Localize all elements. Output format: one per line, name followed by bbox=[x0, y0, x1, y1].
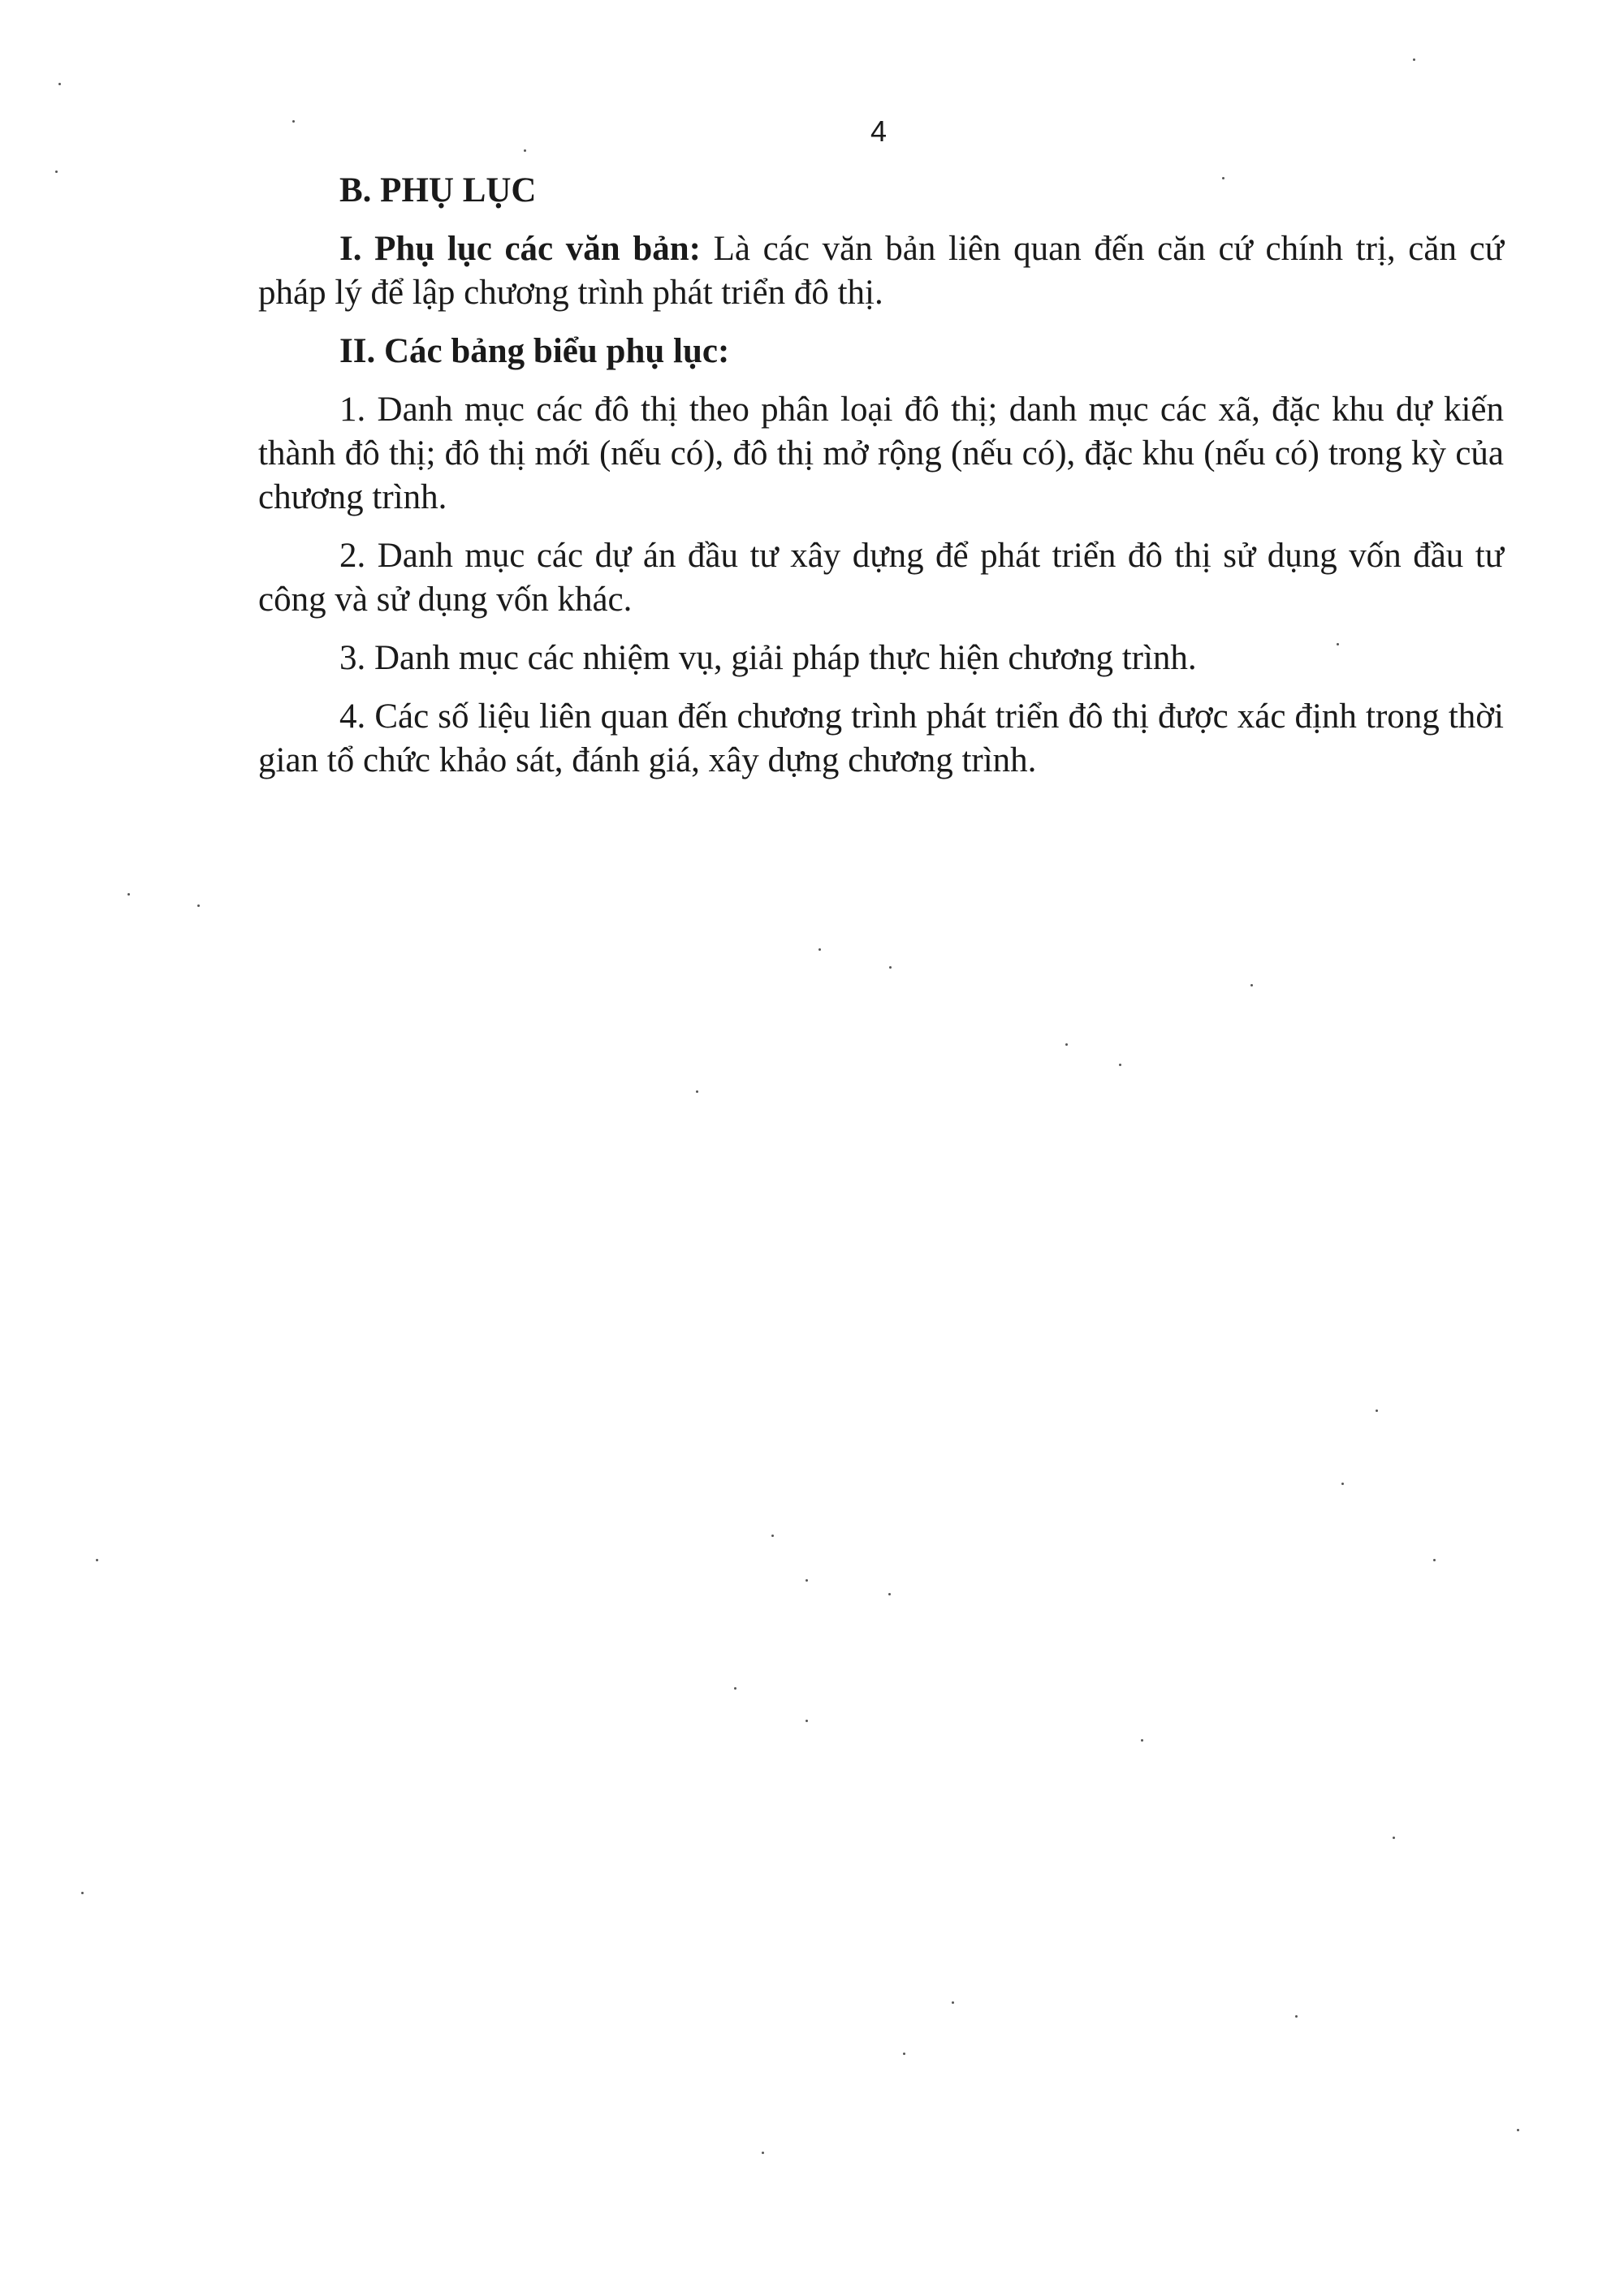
documents-appendix-label: I. Phụ lục các văn bản: bbox=[339, 230, 702, 268]
scan-speck bbox=[818, 948, 821, 951]
page-number: 4 bbox=[870, 114, 888, 148]
scan-speck bbox=[127, 893, 130, 896]
appendix-item-3: 3. Danh mục các nhiệm vụ, giải pháp thực hiện chương trình. bbox=[339, 639, 1197, 677]
scan-speck bbox=[1413, 58, 1415, 61]
scan-speck bbox=[1341, 1483, 1344, 1485]
scan-speck bbox=[1517, 2129, 1519, 2131]
scan-speck bbox=[58, 83, 61, 85]
scan-speck bbox=[696, 1090, 698, 1093]
scan-speck bbox=[1337, 643, 1339, 645]
scan-speck bbox=[1376, 1409, 1378, 1412]
scan-speck bbox=[1065, 1043, 1068, 1046]
scan-speck bbox=[806, 1720, 808, 1722]
scan-speck bbox=[771, 1535, 774, 1537]
scan-speck bbox=[96, 1559, 98, 1561]
scan-speck bbox=[889, 966, 892, 969]
scan-speck bbox=[888, 1593, 891, 1595]
scan-speck bbox=[1433, 1559, 1436, 1561]
scan-speck bbox=[1393, 1837, 1395, 1839]
document-body bbox=[258, 169, 1504, 797]
scan-speck bbox=[762, 2152, 764, 2154]
scan-speck bbox=[806, 1579, 808, 1582]
scan-speck bbox=[1295, 2015, 1298, 2018]
appendix-heading: B. PHỤ LỤC bbox=[339, 171, 537, 209]
scan-speck bbox=[524, 149, 526, 152]
appendix-item-2: 2. Danh mục các dự án đầu tư xây dựng để phát triển đô thị sử dụng vốn đầu tư công và sử dụng vốn khác. bbox=[258, 537, 1504, 619]
documents-appendix-text: Là các văn bản liên quan đến căn cứ chính trị, căn cứ pháp lý để lập chương trình phát triển đô thị. bbox=[258, 230, 1504, 312]
appendix-item-1: 1. Danh mục các đô thị theo phân loại đô thị; danh mục các xã, đặc khu dự kiến thành đô thị; đô thị mới (nếu có), đô thị mở rộng (nếu có), đặc khu (nếu có) trong kỳ của chương trình. bbox=[258, 391, 1504, 516]
scan-speck bbox=[1250, 984, 1253, 986]
scan-speck bbox=[952, 2001, 954, 2004]
tables-appendix-heading: II. Các bảng biểu phụ lục: bbox=[339, 332, 730, 370]
scan-speck bbox=[1119, 1064, 1121, 1066]
scan-speck bbox=[292, 120, 295, 123]
scan-speck bbox=[734, 1687, 736, 1690]
scan-speck bbox=[197, 904, 200, 907]
scan-speck bbox=[55, 171, 58, 173]
appendix-item-4: 4. Các số liệu liên quan đến chương trình phát triển đô thị được xác định trong thời gian tổ chức khảo sát, đánh giá, xây dựng chương trình. bbox=[258, 697, 1504, 779]
scan-speck bbox=[1222, 177, 1224, 179]
documents-appendix-paragraph bbox=[258, 227, 1504, 315]
scan-speck bbox=[81, 1892, 84, 1894]
scan-speck bbox=[1141, 1739, 1143, 1742]
scan-speck bbox=[903, 2053, 905, 2055]
